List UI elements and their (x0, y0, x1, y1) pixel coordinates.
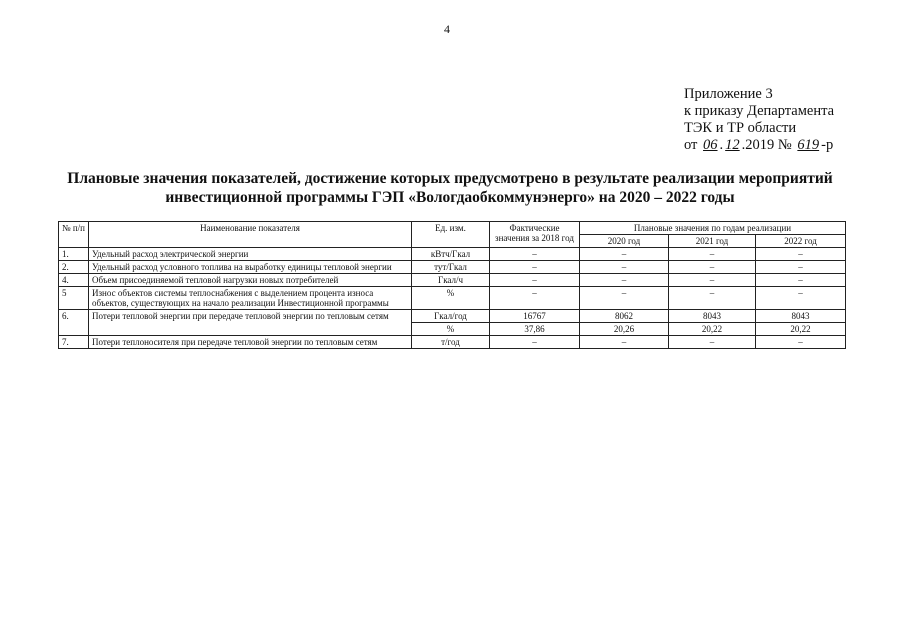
date-sep: . (719, 137, 724, 153)
row-2022: – (756, 274, 846, 287)
annex-block (684, 86, 834, 154)
header-actual: Фактические значения за 2018 год (490, 222, 580, 248)
row-unit: Гкал/ч (412, 274, 490, 287)
table-row (59, 261, 846, 274)
date-prefix: от (684, 137, 698, 153)
table-row (59, 248, 846, 261)
annex-line-3: ТЭК и ТР области (684, 120, 797, 136)
row-actual: – (490, 336, 580, 349)
row-2022: 8043 (756, 310, 846, 323)
row-2020: – (580, 287, 669, 310)
row-actual: 16767 (490, 310, 580, 323)
date-day: 06 (703, 137, 718, 153)
row-num: 2. (59, 261, 89, 274)
row-2021: – (669, 248, 756, 261)
row-name: Потери теплоносителя при передаче тепловой энергии по тепловым сетям (89, 336, 412, 349)
row-name: Потери тепловой энергии при передаче тепловой энергии по тепловым сетям (89, 310, 412, 336)
row-num: 4. (59, 274, 89, 287)
row-actual: – (490, 248, 580, 261)
order-suffix: -р (821, 137, 834, 153)
row-2020-percent: 20,26 (580, 323, 669, 336)
table-row (59, 287, 846, 310)
row-2020: – (580, 274, 669, 287)
order-number: 619 (797, 137, 820, 153)
row-2022: – (756, 287, 846, 310)
table-row (59, 274, 846, 287)
row-2020: – (580, 336, 669, 349)
row-num: 6. (59, 310, 89, 336)
row-unit: Гкал/год (412, 310, 490, 323)
row-unit: % (412, 287, 490, 310)
annex-date-line (684, 137, 834, 154)
header-planned: Плановые значения по годам реализации (580, 222, 846, 235)
header-2020: 2020 год (580, 235, 669, 248)
header-2022: 2022 год (756, 235, 846, 248)
row-unit: т/год (412, 336, 490, 349)
date-year: .2019 № (741, 137, 792, 153)
header-num: № п/п (59, 222, 89, 248)
document-title (40, 169, 860, 207)
row-num: 7. (59, 336, 89, 349)
row-actual: – (490, 287, 580, 310)
row-2021: – (669, 261, 756, 274)
annex-line-2: к приказу Департамента (684, 103, 835, 119)
page-number: 4 (444, 22, 450, 36)
row-num: 5 (59, 287, 89, 310)
header-unit: Ед. изм. (412, 222, 490, 248)
table-row (59, 310, 846, 323)
row-unit: кВтч/Гкал (412, 248, 490, 261)
row-unit-percent: % (412, 323, 490, 336)
row-actual: – (490, 261, 580, 274)
row-2022: – (756, 248, 846, 261)
row-name: Удельный расход условного топлива на выработку единицы тепловой энергии (89, 261, 412, 274)
header-name: Наименование показателя (89, 222, 412, 248)
row-name: Объем присоединяемой тепловой нагрузки новых потребителей (89, 274, 412, 287)
indicators-table (58, 221, 846, 349)
row-num: 1. (59, 248, 89, 261)
annex-line-1: Приложение 3 (684, 86, 773, 102)
row-2021-percent: 20,22 (669, 323, 756, 336)
row-actual-percent: 37,86 (490, 323, 580, 336)
row-2020: 8062 (580, 310, 669, 323)
row-name: Удельный расход электрической энергии (89, 248, 412, 261)
row-2020: – (580, 248, 669, 261)
title-line-2: инвестиционной программы ГЭП «Вологдаобкоммунэнерго» на 2020 – 2022 годы (165, 189, 735, 206)
row-2021: 8043 (669, 310, 756, 323)
row-2020: – (580, 261, 669, 274)
title-line-1: Плановые значения показателей, достижение которых предусмотрено в результате реализации мероприятий (67, 170, 833, 187)
row-actual: – (490, 274, 580, 287)
row-2022: – (756, 261, 846, 274)
row-2021: – (669, 287, 756, 310)
row-2021: – (669, 274, 756, 287)
header-2021: 2021 год (669, 235, 756, 248)
row-2022: – (756, 336, 846, 349)
row-2022-percent: 20,22 (756, 323, 846, 336)
date-month: 12 (725, 137, 740, 153)
row-2021: – (669, 336, 756, 349)
row-unit: тут/Гкал (412, 261, 490, 274)
table-row (59, 336, 846, 349)
row-name: Износ объектов системы теплоснабжения с выделением процента износа объектов, существующих на начало реализации Инвестиционной программы (89, 287, 412, 310)
